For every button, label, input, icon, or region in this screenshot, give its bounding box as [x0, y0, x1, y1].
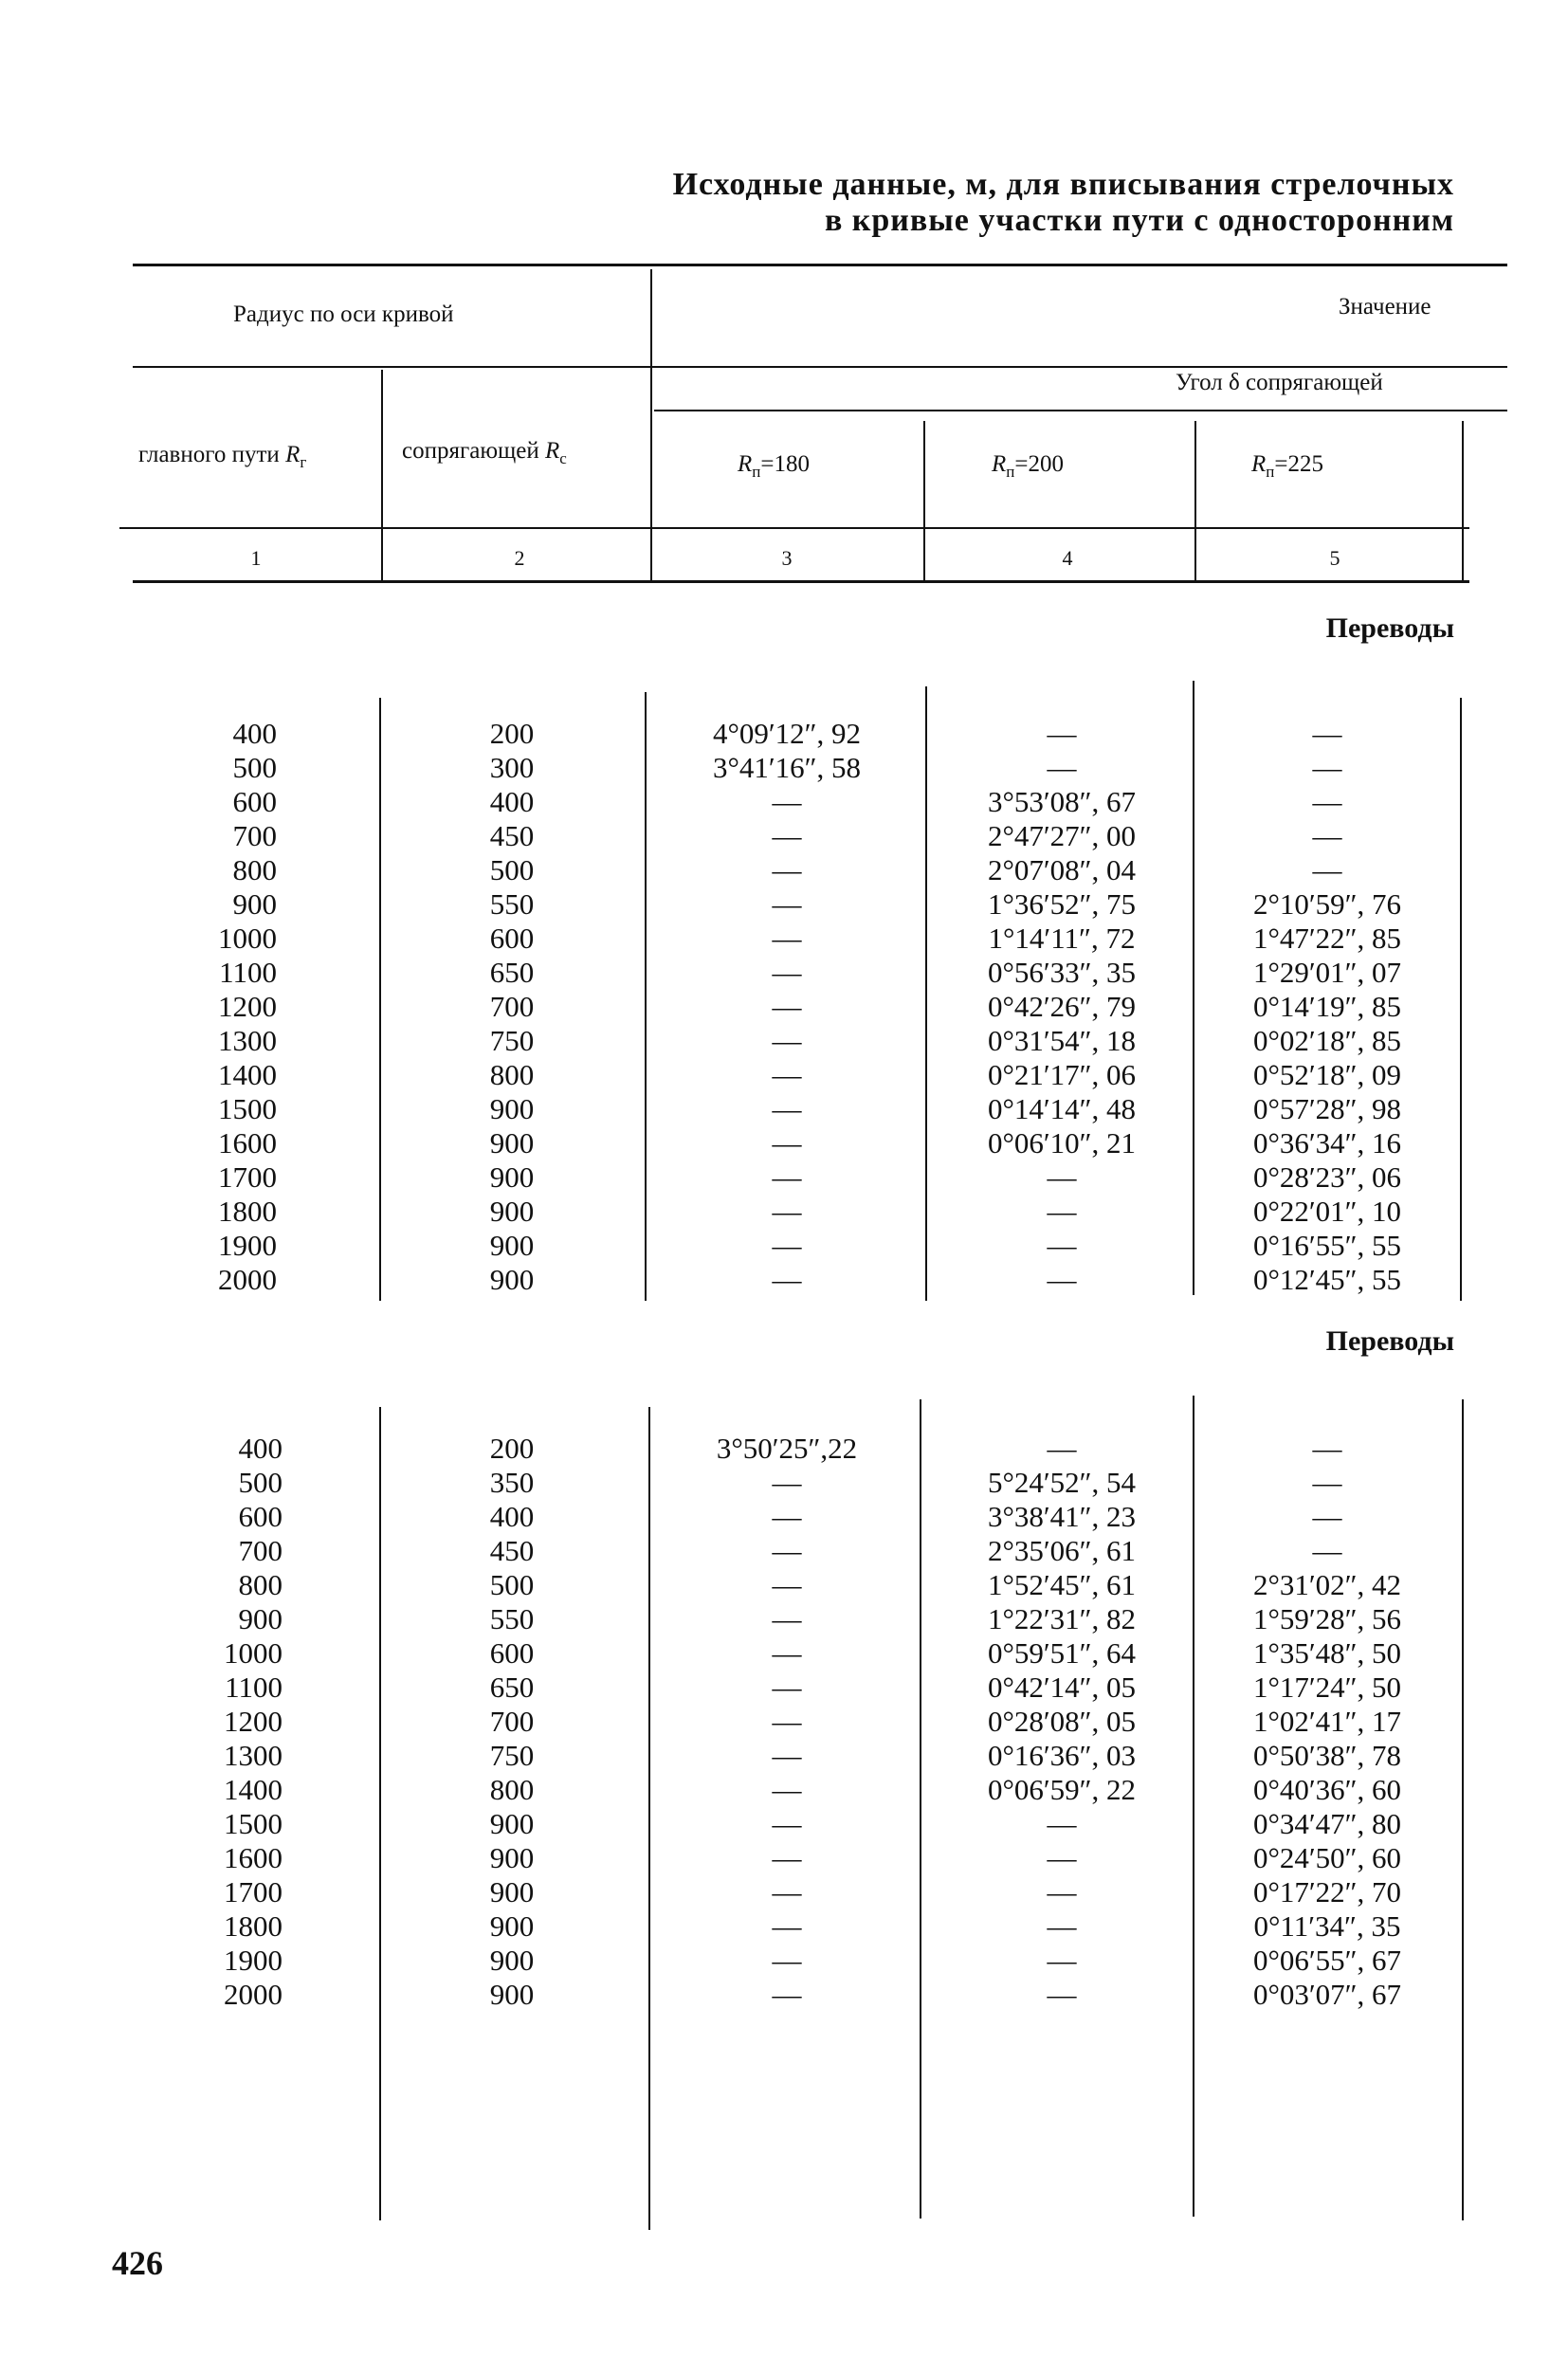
page-number: 426: [112, 2244, 163, 2282]
angle-rp225-cell: —: [1312, 819, 1342, 852]
angle-rp225-cell: 0°12′45″, 55: [1252, 1263, 1402, 1296]
header-rp-225: [1251, 451, 1323, 482]
conj-radius-cell: 300: [489, 751, 535, 784]
conj-radius-cell: 400: [489, 785, 535, 818]
conj-radius-cell: 900: [489, 1909, 535, 1943]
main-radius-cell: 1900: [218, 1229, 277, 1262]
main-radius-cell: 800: [238, 1568, 283, 1601]
angle-rp225-cell: 0°34′47″, 80: [1252, 1807, 1402, 1840]
angle-rp180-cell: —: [772, 1875, 802, 1908]
angle-rp180-cell: —: [772, 1229, 802, 1262]
conj-symbol: R: [544, 438, 560, 464]
header-value-label: Значение: [1339, 294, 1431, 320]
main-radius-cell: 1200: [224, 1705, 283, 1738]
angle-rp200-cell: 0°14′14″, 48: [987, 1092, 1137, 1125]
angle-rp225-cell: 0°52′18″, 09: [1252, 1058, 1402, 1091]
main-radius-cell: 700: [238, 1534, 283, 1567]
section-2-col-rp200: [939, 1432, 1185, 2012]
main-radius-cell: 500: [232, 751, 277, 784]
header-vline-c: [923, 421, 925, 580]
conj-radius-cell: 900: [489, 1978, 535, 2011]
section-1-col-rp200: [939, 717, 1185, 1297]
angle-rp200-cell: 1°36′52″, 75: [987, 887, 1137, 921]
rp-sub: п: [752, 463, 761, 481]
angle-rp180-cell: —: [772, 1841, 802, 1874]
angle-rp225-cell: —: [1312, 1500, 1342, 1533]
main-radius-cell: 1100: [219, 956, 277, 989]
conj-radius-cell: 700: [489, 990, 535, 1023]
section-1-vline-a: [379, 698, 381, 1301]
main-radius-cell: 600: [238, 1500, 283, 1533]
angle-rp200-cell: —: [1047, 1229, 1077, 1262]
rp-value: =200: [1014, 451, 1064, 477]
angle-rp200-cell: —: [1047, 1263, 1077, 1296]
angle-rp200-cell: 3°38′41″, 23: [987, 1500, 1137, 1533]
angle-rp225-cell: 2°10′59″, 76: [1252, 887, 1402, 921]
column-number-4: 4: [1062, 546, 1073, 570]
conj-radius-cell: 650: [489, 1671, 535, 1704]
section-1-vline-e: [1460, 698, 1462, 1301]
conj-radius-cell: 800: [489, 1773, 535, 1806]
angle-rp180-cell: —: [772, 1500, 802, 1533]
section-1-title: Переводы: [1325, 612, 1454, 644]
section-2-vline-b: [648, 1407, 650, 2230]
angle-rp225-cell: —: [1312, 853, 1342, 886]
angle-rp180-cell: —: [772, 1978, 802, 2011]
angle-rp180-cell: —: [772, 1263, 802, 1296]
main-radius-cell: 1300: [224, 1739, 283, 1772]
angle-rp225-cell: 0°11′34″, 35: [1253, 1909, 1401, 1943]
rp-value: =225: [1274, 451, 1323, 477]
angle-rp180-cell: —: [772, 1058, 802, 1091]
angle-rp180-cell: —: [772, 956, 802, 989]
main-track-text: главного пути: [138, 442, 280, 467]
angle-rp225-cell: 1°02′41″, 17: [1252, 1705, 1402, 1738]
angle-rp180-cell: —: [772, 1909, 802, 1943]
conj-radius-cell: 200: [489, 717, 535, 750]
angle-rp200-cell: —: [1047, 1841, 1077, 1874]
angle-rp225-cell: 1°17′24″, 50: [1252, 1671, 1402, 1704]
main-radius-cell: 1200: [218, 990, 277, 1023]
header-vline-b: [381, 370, 383, 580]
main-radius-cell: 600: [232, 785, 277, 818]
conj-radius-cell: 650: [489, 956, 535, 989]
angle-rp180-cell: —: [772, 1092, 802, 1125]
angle-rp180-cell: —: [772, 819, 802, 852]
rp-symbol: R: [1251, 451, 1267, 477]
section-1-vline-d: [1193, 681, 1194, 1295]
main-radius-cell: 1000: [224, 1636, 283, 1670]
conj-radius-cell: 900: [489, 1875, 535, 1908]
header-top-rule: [133, 264, 1507, 266]
header-rule-3: [654, 410, 1507, 411]
section-1-col-conj-radius: [436, 717, 588, 1297]
conj-radius-cell: 350: [489, 1466, 535, 1499]
angle-rp200-cell: 1°14′11″, 72: [988, 922, 1136, 955]
header-rule-4: [119, 527, 1469, 529]
angle-rp225-cell: 0°06′55″, 67: [1252, 1944, 1402, 1977]
angle-rp200-cell: —: [1047, 1978, 1077, 2011]
main-radius-cell: 1800: [224, 1909, 283, 1943]
main-radius-cell: 800: [232, 853, 277, 886]
angle-rp225-cell: 0°17′22″, 70: [1252, 1875, 1402, 1908]
conj-radius-cell: 550: [489, 887, 535, 921]
conj-radius-cell: 750: [489, 1024, 535, 1057]
angle-rp225-cell: —: [1312, 785, 1342, 818]
main-radius-cell: 900: [232, 887, 277, 921]
angle-rp225-cell: 1°35′48″, 50: [1252, 1636, 1402, 1670]
angle-rp225-cell: —: [1312, 717, 1342, 750]
angle-rp225-cell: 0°22′01″, 10: [1252, 1195, 1402, 1228]
angle-rp225-cell: 0°36′34″, 16: [1252, 1126, 1402, 1160]
angle-rp200-cell: 0°59′51″, 64: [987, 1636, 1137, 1670]
angle-rp200-cell: 0°56′33″, 35: [987, 956, 1137, 989]
rp-symbol: R: [738, 451, 753, 477]
section-2-vline-d: [1193, 1396, 1194, 2217]
main-radius-cell: 700: [232, 819, 277, 852]
angle-rp200-cell: 1°52′45″, 61: [987, 1568, 1137, 1601]
conj-radius-cell: 900: [489, 1092, 535, 1125]
angle-rp180-cell: —: [772, 1568, 802, 1601]
section-1-vline-c: [925, 686, 927, 1301]
angle-rp180-cell: —: [772, 1739, 802, 1772]
angle-rp225-cell: 0°40′36″, 60: [1252, 1773, 1402, 1806]
angle-rp200-cell: 1°22′31″, 82: [987, 1602, 1137, 1635]
conj-radius-cell: 450: [489, 1534, 535, 1567]
section-1-vline-b: [645, 692, 647, 1301]
header-radius-label: Радиус по оси кривой: [233, 301, 454, 327]
angle-rp180-cell: —: [772, 990, 802, 1023]
angle-rp180-cell: —: [772, 1024, 802, 1057]
angle-rp225-cell: 1°47′22″, 85: [1252, 922, 1402, 955]
angle-rp200-cell: 0°42′26″, 79: [987, 990, 1137, 1023]
angle-rp200-cell: 0°06′10″, 21: [987, 1126, 1137, 1160]
angle-rp200-cell: —: [1047, 1944, 1077, 1977]
column-number-2: 2: [514, 546, 525, 570]
angle-rp225-cell: 1°59′28″, 56: [1252, 1602, 1402, 1635]
angle-rp180-cell: —: [772, 1160, 802, 1194]
section-2-col-conj-radius: [436, 1432, 588, 2012]
main-radius-cell: 1100: [225, 1671, 283, 1704]
section-1-col-rp225: [1204, 717, 1450, 1297]
angle-rp200-cell: 2°07′08″, 04: [987, 853, 1137, 886]
main-radius-cell: 2000: [224, 1978, 283, 2011]
conj-radius-cell: 800: [489, 1058, 535, 1091]
header-vline-e: [1462, 421, 1464, 580]
header-rule-2: [133, 366, 1507, 368]
main-radius-cell: 1000: [218, 922, 277, 955]
angle-rp225-cell: 1°29′01″, 07: [1252, 956, 1402, 989]
section-2-col-rp225: [1204, 1432, 1450, 2012]
angle-rp225-cell: 0°16′55″, 55: [1252, 1229, 1402, 1262]
angle-rp180-cell: —: [772, 1944, 802, 1977]
conj-radius-cell: 500: [489, 853, 535, 886]
angle-rp200-cell: 0°16′36″, 03: [987, 1739, 1137, 1772]
header-rp-180: [738, 451, 810, 482]
main-radius-cell: 500: [238, 1466, 283, 1499]
header-angle-label: Угол δ сопрягающей: [1176, 370, 1383, 395]
conj-radius-cell: 900: [489, 1195, 535, 1228]
conj-text: сопрягающей: [402, 438, 539, 464]
header-vline-a: [650, 269, 652, 580]
angle-rp225-cell: 0°02′18″, 85: [1252, 1024, 1402, 1057]
angle-rp225-cell: —: [1312, 751, 1342, 784]
column-number-1: 1: [250, 546, 262, 570]
angle-rp200-cell: 0°06′59″, 22: [987, 1773, 1137, 1806]
main-radius-cell: 1400: [224, 1773, 283, 1806]
angle-rp200-cell: 5°24′52″, 54: [987, 1466, 1137, 1499]
angle-rp200-cell: 0°42′14″, 05: [987, 1671, 1137, 1704]
section-2-col-rp180: [664, 1432, 910, 2012]
main-radius-cell: 1300: [218, 1024, 277, 1057]
rp-sub: п: [1006, 463, 1015, 481]
angle-rp180-cell: 4°09′12″, 92: [712, 717, 862, 750]
header-rp-200: [992, 451, 1064, 482]
angle-rp200-cell: —: [1047, 1160, 1077, 1194]
main-track-sub: г: [300, 453, 307, 471]
angle-rp200-cell: 0°28′08″, 05: [987, 1705, 1137, 1738]
angle-rp180-cell: —: [772, 785, 802, 818]
conj-radius-cell: 450: [489, 819, 535, 852]
angle-rp180-cell: —: [772, 922, 802, 955]
angle-rp200-cell: 0°21′17″, 06: [987, 1058, 1137, 1091]
conj-radius-cell: 900: [489, 1160, 535, 1194]
angle-rp200-cell: 2°47′27″, 00: [987, 819, 1137, 852]
angle-rp200-cell: —: [1047, 751, 1077, 784]
conj-radius-cell: 900: [489, 1841, 535, 1874]
angle-rp180-cell: —: [772, 1195, 802, 1228]
conj-radius-cell: 500: [489, 1568, 535, 1601]
angle-rp225-cell: 0°14′19″, 85: [1252, 990, 1402, 1023]
section-1-col-main-radius: [142, 717, 277, 1297]
angle-rp180-cell: —: [772, 1602, 802, 1635]
angle-rp180-cell: —: [772, 1773, 802, 1806]
angle-rp180-cell: —: [772, 1534, 802, 1567]
header-vline-d: [1194, 421, 1196, 580]
main-radius-cell: 1900: [224, 1944, 283, 1977]
conj-radius-cell: 900: [489, 1229, 535, 1262]
angle-rp200-cell: 2°35′06″, 61: [987, 1534, 1137, 1567]
conj-sub: с: [559, 449, 567, 467]
main-radius-cell: 400: [232, 717, 277, 750]
header-bottom-rule: [133, 580, 1469, 583]
angle-rp225-cell: 0°50′38″, 78: [1252, 1739, 1402, 1772]
conj-radius-cell: 900: [489, 1944, 535, 1977]
conj-radius-cell: 900: [489, 1263, 535, 1296]
column-number-3: 3: [781, 546, 793, 570]
section-2-vline-e: [1462, 1399, 1464, 2220]
main-radius-cell: 1600: [224, 1841, 283, 1874]
main-radius-cell: 1800: [218, 1195, 277, 1228]
rp-symbol: R: [992, 451, 1007, 477]
main-track-symbol: R: [285, 442, 301, 467]
angle-rp225-cell: —: [1312, 1534, 1342, 1567]
angle-rp180-cell: —: [772, 1705, 802, 1738]
main-radius-cell: 900: [238, 1602, 283, 1635]
conj-radius-cell: 700: [489, 1705, 535, 1738]
angle-rp180-cell: —: [772, 853, 802, 886]
conj-radius-cell: 900: [489, 1807, 535, 1840]
main-radius-cell: 1500: [224, 1807, 283, 1840]
conj-radius-cell: 400: [489, 1500, 535, 1533]
angle-rp200-cell: 0°31′54″, 18: [987, 1024, 1137, 1057]
column-number-5: 5: [1329, 546, 1340, 570]
rp-sub: п: [1266, 463, 1275, 481]
conj-radius-cell: 900: [489, 1126, 535, 1160]
table-title-line-1: Исходные данные, м, для вписывания стрелочных: [672, 167, 1454, 202]
angle-rp225-cell: —: [1312, 1466, 1342, 1499]
angle-rp200-cell: —: [1047, 1195, 1077, 1228]
angle-rp180-cell: —: [772, 1126, 802, 1160]
main-radius-cell: 1700: [218, 1160, 277, 1194]
angle-rp180-cell: 3°50′25″,22: [716, 1432, 858, 1465]
section-2-title: Переводы: [1325, 1325, 1454, 1357]
angle-rp200-cell: —: [1047, 1432, 1077, 1465]
angle-rp225-cell: 2°31′02″, 42: [1252, 1568, 1402, 1601]
angle-rp180-cell: —: [772, 887, 802, 921]
angle-rp200-cell: —: [1047, 1909, 1077, 1943]
angle-rp180-cell: 3°41′16″, 58: [712, 751, 862, 784]
angle-rp180-cell: —: [772, 1466, 802, 1499]
angle-rp200-cell: —: [1047, 1875, 1077, 1908]
angle-rp200-cell: 3°53′08″, 67: [987, 785, 1137, 818]
section-1-col-rp180: [664, 717, 910, 1297]
angle-rp225-cell: 0°24′50″, 60: [1252, 1841, 1402, 1874]
angle-rp180-cell: —: [772, 1671, 802, 1704]
angle-rp200-cell: —: [1047, 717, 1077, 750]
main-radius-cell: 1600: [218, 1126, 277, 1160]
conj-radius-cell: 600: [489, 1636, 535, 1670]
table-title-line-2: в кривые участки пути с односторонним: [824, 203, 1454, 238]
header-conj-label: [402, 438, 567, 468]
main-radius-cell: 2000: [218, 1263, 277, 1296]
section-2-vline-a: [379, 1407, 381, 2220]
angle-rp180-cell: —: [772, 1807, 802, 1840]
section-2-col-main-radius: [142, 1432, 283, 2012]
conj-radius-cell: 550: [489, 1602, 535, 1635]
section-2-vline-c: [920, 1399, 921, 2219]
angle-rp225-cell: 0°57′28″, 98: [1252, 1092, 1402, 1125]
angle-rp225-cell: 0°28′23″, 06: [1252, 1160, 1402, 1194]
conj-radius-cell: 750: [489, 1739, 535, 1772]
angle-rp225-cell: 0°03′07″, 67: [1252, 1978, 1402, 2011]
main-radius-cell: 400: [238, 1432, 283, 1465]
main-radius-cell: 1400: [218, 1058, 277, 1091]
main-radius-cell: 1700: [224, 1875, 283, 1908]
rp-value: =180: [760, 451, 810, 477]
angle-rp180-cell: —: [772, 1636, 802, 1670]
main-radius-cell: 1500: [218, 1092, 277, 1125]
header-main-track-label: [138, 442, 306, 472]
angle-rp200-cell: —: [1047, 1807, 1077, 1840]
conj-radius-cell: 600: [489, 922, 535, 955]
angle-rp225-cell: —: [1312, 1432, 1342, 1465]
conj-radius-cell: 200: [489, 1432, 535, 1465]
